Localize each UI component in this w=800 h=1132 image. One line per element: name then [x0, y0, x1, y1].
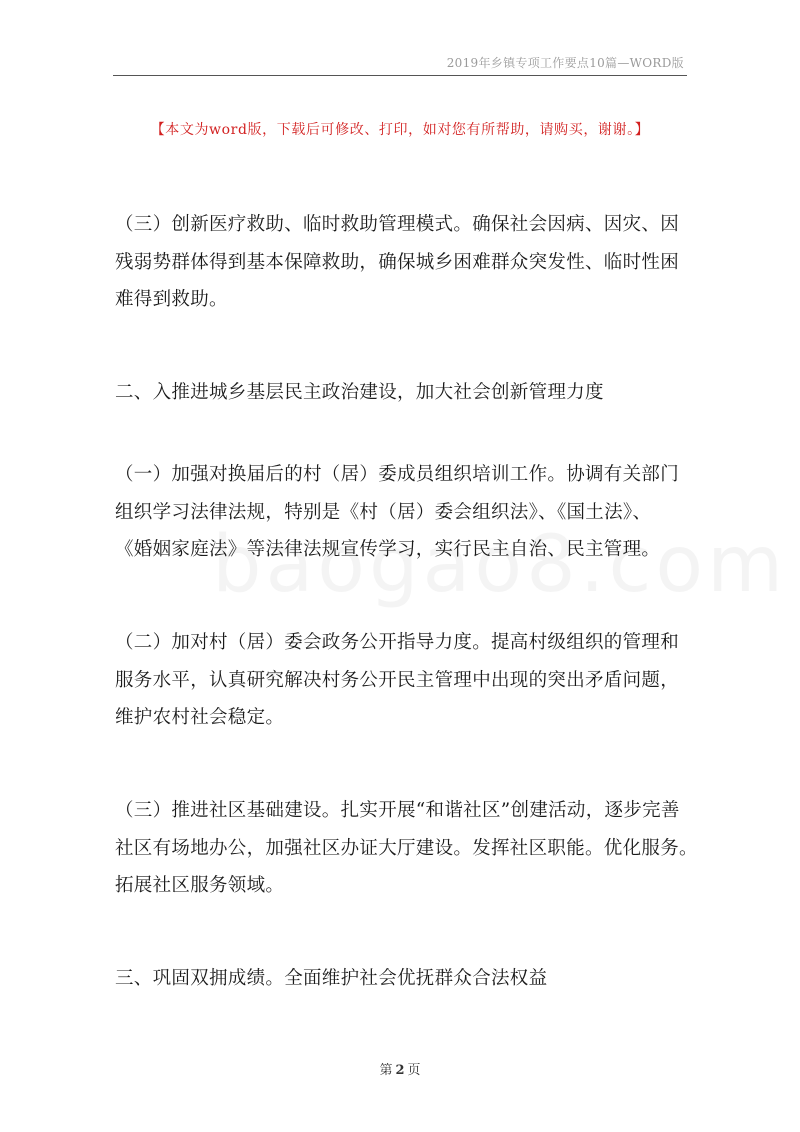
paragraph-affairs-transparency	[115, 624, 689, 737]
word-version-notice: 【本文为word版，下载后可修改、打印，如对您有所帮助，请购买，谢谢。】	[150, 122, 650, 138]
text-line: 二、入推进城乡基层民主政治建设，加大社会创新管理力度	[115, 382, 604, 403]
page-number: 2	[395, 1063, 405, 1078]
paragraph-community-building	[115, 792, 698, 905]
page-footer	[0, 1059, 800, 1078]
paragraph-committee-training	[115, 456, 689, 569]
text-line: （二）加对村（居）委会政务公开指导力度。提高村级组织的管理和	[115, 632, 680, 653]
text-line: （一）加强对换届后的村（居）委成员组织培训工作。协调有关部门	[115, 464, 680, 485]
text-line: （三）创新医疗救助、临时救助管理模式。确保社会因病、因灾、因	[115, 214, 680, 235]
text-line: 维护农村社会稳定。	[115, 707, 285, 728]
text-line: 《婚姻家庭法》等法律法规宣传学习，实行民主自治、民主管理。	[115, 539, 661, 560]
header-divider	[113, 75, 687, 76]
text-line: 残弱势群体得到基本保障救助，确保城乡困难群众突发性、临时性困	[115, 251, 680, 273]
text-line: 社区有场地办公，加强社区办证大厅建设。发挥社区职能。优化服务。	[115, 837, 698, 859]
page-header-title: 2019年乡镇专项工作要点10篇—WORD版	[446, 56, 684, 70]
section-heading-military-support	[115, 960, 689, 998]
section-heading-democracy	[115, 374, 689, 412]
text-line: （三）推进社区基础建设。扎实开展“和谐社区”创建活动，逐步完善	[115, 800, 680, 821]
text-line: 三、巩固双拥成绩。全面维护社会优抚群众合法权益	[115, 968, 548, 989]
text-line: 服务水平，认真研究解决村务公开民主管理中出现的突出矛盾问题，	[115, 669, 680, 691]
paragraph-medical-aid	[115, 206, 689, 319]
text-line: 组织学习法律法规，特别是《村（居）委会组织法》、《国土法》、	[115, 501, 652, 523]
text-line: 难得到救助。	[115, 289, 228, 310]
footer-prefix: 第	[379, 1063, 393, 1078]
text-line: 拓展社区服务领域。	[115, 875, 285, 896]
footer-suffix: 页	[407, 1063, 421, 1078]
